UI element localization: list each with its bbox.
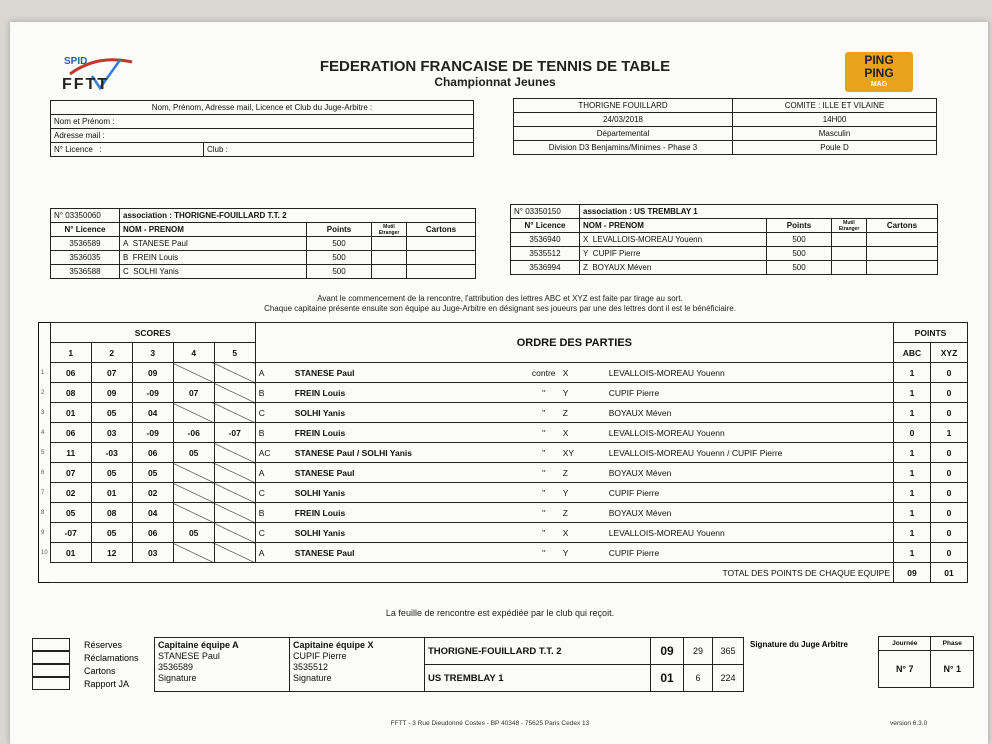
fftt-logo-text: FFTT <box>62 76 110 93</box>
total-xyz: 01 <box>931 563 968 583</box>
event-venue: THORIGNE FOUILLARD <box>514 99 733 113</box>
set-score: 02 <box>132 483 173 503</box>
set-score: 02 <box>50 483 91 503</box>
set-score: 04 <box>132 403 173 423</box>
result-a-n1: 29 <box>684 638 713 665</box>
match-points-xyz: 0 <box>931 443 968 463</box>
checkbox[interactable] <box>32 664 70 677</box>
set-score: -07 <box>50 523 91 543</box>
match-letter-x: Y <box>560 483 606 503</box>
team-x-player-row <box>511 233 938 247</box>
set-score: 05 <box>91 403 132 423</box>
team-a-box <box>50 208 476 279</box>
match-row <box>39 363 968 383</box>
match-player-x: BOYAUX Méven <box>606 463 894 483</box>
match-row <box>39 383 968 403</box>
scores-header: SCORES <box>50 323 255 343</box>
team-x-player-row <box>511 261 938 275</box>
order-header: ORDRE DES PARTIES <box>255 323 893 363</box>
set-score: -03 <box>91 443 132 463</box>
match-separator: " <box>528 543 560 563</box>
team-a-col-name: NOM - PRENOM <box>120 223 307 237</box>
captains-results <box>154 637 744 692</box>
match-player-x: BOYAUX Méven <box>606 503 894 523</box>
event-division: Division D3 Benjamins/Minimes - Phase 3 <box>514 141 733 155</box>
set-score: 06 <box>132 443 173 463</box>
draw-notice-line2: Chaque capitaine présente ensuite son équipe au Juge-Arbitre en désignant ses joueurs par une des lettres dont il est le bénéficiaire. <box>264 304 736 313</box>
match-player-x: LEVALLOIS-MOREAU Youenn <box>606 423 894 443</box>
match-number: 3 <box>41 409 45 416</box>
result-x-team: US TREMBLAY 1 <box>425 665 651 692</box>
match-points-xyz: 0 <box>931 383 968 403</box>
match-letter-x: Z <box>560 403 606 423</box>
match-number: 10 <box>41 549 48 556</box>
set-score: 03 <box>132 543 173 563</box>
match-number: 7 <box>41 489 45 496</box>
match-letter-a: B <box>255 383 292 403</box>
captain-a-name: STANESE Paul <box>158 651 220 661</box>
match-separator: " <box>528 423 560 443</box>
event-date: 24/03/2018 <box>514 113 733 127</box>
team-x-player-row <box>511 247 938 261</box>
match-letter-a: A <box>255 363 292 383</box>
result-a-team: THORIGNE-FOUILLARD T.T. 2 <box>425 638 651 665</box>
match-points-xyz: 0 <box>931 523 968 543</box>
set-score <box>173 543 214 563</box>
match-player-a: FREIN Louis <box>292 383 528 403</box>
team-x-col-cards: Cartons <box>867 219 938 233</box>
match-letter-x: XY <box>560 443 606 463</box>
team-a-col-points: Points <box>307 223 372 237</box>
match-row <box>39 483 968 503</box>
set-score: 06 <box>50 363 91 383</box>
match-player-x: BOYAUX Méven <box>606 403 894 423</box>
referee-header: Nom, Prénom, Adresse mail, Licence et Club du Juge-Arbitre : <box>51 101 474 115</box>
ping-logo-sub: MAG <box>870 81 888 88</box>
match-points-abc: 1 <box>894 363 931 383</box>
match-player-x: CUPIF Pierre <box>606 383 894 403</box>
set-score: 05 <box>91 523 132 543</box>
match-letter-a: B <box>255 423 292 443</box>
match-player-a: SOLHI Yanis <box>292 523 528 543</box>
journee-value: N° 7 <box>879 651 931 688</box>
match-letter-x: X <box>560 423 606 443</box>
match-points-abc: 1 <box>894 483 931 503</box>
set-score <box>173 363 214 383</box>
team-x-col-licence: N° Licence <box>511 219 580 233</box>
match-separator: " <box>528 503 560 523</box>
match-number: 4 <box>41 429 45 436</box>
team-a-col-mutation: Mutil Etranger <box>372 223 407 237</box>
referee-licence-label: N° Licence <box>54 145 93 154</box>
matches-table <box>38 322 968 583</box>
abc-col: ABC <box>894 343 931 363</box>
set-score: 05 <box>91 463 132 483</box>
player-points: 500 <box>767 261 832 275</box>
set-score: -09 <box>132 383 173 403</box>
match-points-xyz: 0 <box>931 503 968 523</box>
match-player-a: FREIN Louis <box>292 423 528 443</box>
match-letter-a: AC <box>255 443 292 463</box>
set-score: 01 <box>50 543 91 563</box>
captain-x-licence: 3535512 <box>293 662 329 672</box>
team-a-association: association : THORIGNE-FOUILLARD T.T. 2 <box>120 209 476 223</box>
set-col-2: 2 <box>91 343 132 363</box>
captain-a-label: Capitaine équipe A <box>158 640 239 650</box>
match-player-x: LEVALLOIS-MOREAU Youenn <box>606 523 894 543</box>
match-player-a: SOLHI Yanis <box>292 403 528 423</box>
match-separator: " <box>528 403 560 423</box>
player-name: BOYAUX Méven <box>592 263 652 272</box>
set-score <box>214 363 255 383</box>
set-col-5: 5 <box>214 343 255 363</box>
footer-version: version 6.3.0 <box>890 720 928 727</box>
match-row <box>39 523 968 543</box>
match-row <box>39 503 968 523</box>
team-a-col-cards: Cartons <box>407 223 476 237</box>
team-a-player-row <box>51 251 476 265</box>
event-poule: Poule D <box>733 141 937 155</box>
set-score: 06 <box>132 523 173 543</box>
match-points-abc: 0 <box>894 423 931 443</box>
team-x-col-points: Points <box>767 219 832 233</box>
match-points-abc: 1 <box>894 543 931 563</box>
set-score <box>214 483 255 503</box>
draw-notice-line1: Avant le commencement de la rencontre, l'attribution des lettres ABC et XYZ est faite par tirage au sort. <box>317 294 683 303</box>
points-header: POINTS <box>894 323 968 343</box>
set-score: 08 <box>50 383 91 403</box>
match-letter-a: C <box>255 483 292 503</box>
set-col-1: 1 <box>50 343 91 363</box>
event-gender: Masculin <box>733 127 937 141</box>
team-x-box <box>510 204 938 275</box>
referee-box <box>50 100 474 157</box>
player-name: CUPIF Pierre <box>592 249 641 258</box>
match-points-abc: 1 <box>894 523 931 543</box>
result-x-score: 01 <box>651 665 684 692</box>
checkbox[interactable] <box>32 638 70 651</box>
team-a-number: N° 03350060 <box>51 209 120 223</box>
referee-mail-label: Adresse mail : <box>51 129 474 143</box>
match-number: 2 <box>41 389 45 396</box>
checkbox[interactable] <box>32 677 70 690</box>
set-score: 05 <box>173 523 214 543</box>
set-score: 06 <box>50 423 91 443</box>
match-player-a: SOLHI Yanis <box>292 483 528 503</box>
match-separator: " <box>528 443 560 463</box>
match-row <box>39 543 968 563</box>
match-letter-x: X <box>560 523 606 543</box>
match-number: 8 <box>41 509 45 516</box>
set-score <box>214 523 255 543</box>
team-a-player-row <box>51 265 476 279</box>
event-level: Départemental <box>514 127 733 141</box>
match-row <box>39 463 968 483</box>
team-a-col-licence: N° Licence <box>51 223 120 237</box>
result-a-score: 09 <box>651 638 684 665</box>
match-separator: " <box>528 483 560 503</box>
player-name: SOLHI Yanis <box>133 267 179 276</box>
match-player-x: CUPIF Pierre <box>606 543 894 563</box>
match-player-x: CUPIF Pierre <box>606 483 894 503</box>
set-score: 05 <box>173 443 214 463</box>
total-abc: 09 <box>894 563 931 583</box>
match-separator: " <box>528 383 560 403</box>
check-label-reclamations: Réclamations <box>84 652 139 663</box>
referee-licence-colon: : <box>99 145 102 154</box>
set-score: 07 <box>50 463 91 483</box>
result-a-n2: 365 <box>713 638 744 665</box>
player-letter: X <box>583 235 589 244</box>
player-licence: 3536994 <box>511 261 580 275</box>
set-score: 12 <box>91 543 132 563</box>
match-letter-a: C <box>255 403 292 423</box>
result-x-n2: 224 <box>713 665 744 692</box>
match-player-a: STANESE Paul <box>292 543 528 563</box>
set-col-3: 3 <box>132 343 173 363</box>
captain-x-name: CUPIF Pierre <box>293 651 347 661</box>
result-x-n1: 6 <box>684 665 713 692</box>
match-separator: " <box>528 463 560 483</box>
match-row <box>39 423 968 443</box>
match-points-abc: 1 <box>894 503 931 523</box>
match-points-abc: 1 <box>894 463 931 483</box>
set-score: 03 <box>91 423 132 443</box>
set-score: 04 <box>132 503 173 523</box>
set-score <box>214 443 255 463</box>
team-x-col-mutation: Mutil Etranger <box>832 219 867 233</box>
match-points-xyz: 1 <box>931 423 968 443</box>
journee-phase-box <box>878 636 974 688</box>
player-points: 500 <box>307 251 372 265</box>
match-separator: contre <box>528 363 560 383</box>
match-points-xyz: 0 <box>931 403 968 423</box>
ref-signature-label: Signature du Juge Arbitre <box>750 640 848 649</box>
match-points-abc: 1 <box>894 403 931 423</box>
match-letter-a: A <box>255 463 292 483</box>
referee-club-label: Club : <box>204 143 474 157</box>
check-label-reserves: Réserves <box>84 639 123 650</box>
phase-label: Phase <box>931 637 974 651</box>
set-score <box>173 503 214 523</box>
event-time: 14H00 <box>733 113 937 127</box>
captain-a-licence: 3536589 <box>158 662 194 672</box>
match-separator: " <box>528 523 560 543</box>
set-score <box>173 403 214 423</box>
player-points: 500 <box>307 237 372 251</box>
set-score: 09 <box>132 363 173 383</box>
referee-name-label: Nom et Prénom : <box>51 115 474 129</box>
footer-checks <box>32 638 139 690</box>
match-player-a: FREIN Louis <box>292 503 528 523</box>
set-score: 07 <box>91 363 132 383</box>
match-points-xyz: 0 <box>931 363 968 383</box>
spid-logo-text: SPID <box>64 56 88 67</box>
ping-logo-line1: PING <box>864 53 894 67</box>
match-letter-x: Z <box>560 463 606 483</box>
match-row <box>39 403 968 423</box>
score-sheet <box>10 22 988 744</box>
player-name: LEVALLOIS-MOREAU Youenn <box>592 235 703 244</box>
match-number: 6 <box>41 469 45 476</box>
set-score: -07 <box>214 423 255 443</box>
captain-a-signature: Signature <box>158 673 197 683</box>
match-number: 1 <box>41 369 45 376</box>
set-score: -06 <box>173 423 214 443</box>
fftt-logo <box>62 52 142 94</box>
match-points-xyz: 0 <box>931 463 968 483</box>
set-score <box>214 403 255 423</box>
set-score: 09 <box>91 383 132 403</box>
sent-note: La feuille de rencontre est expédiée par le club qui reçoit. <box>385 608 615 618</box>
footer-address: FFTT - 3 Rue Dieudonné Costes - BP 40348 - 75625 Paris Cedex 13 <box>390 720 590 727</box>
set-score <box>214 383 255 403</box>
player-letter: A <box>123 239 129 248</box>
team-x-number: N° 03350150 <box>511 205 580 219</box>
phase-value: N° 1 <box>931 651 974 688</box>
set-score <box>214 463 255 483</box>
checkbox[interactable] <box>32 651 70 664</box>
match-letter-a: B <box>255 503 292 523</box>
set-score <box>173 463 214 483</box>
set-score <box>173 483 214 503</box>
page-subtitle: Championnat Jeunes <box>434 75 556 89</box>
total-label: TOTAL DES POINTS DE CHAQUE EQUIPE <box>50 563 893 583</box>
match-row <box>39 443 968 463</box>
set-score: 01 <box>91 483 132 503</box>
captain-x-signature: Signature <box>293 673 332 683</box>
match-letter-a: C <box>255 523 292 543</box>
check-label-cartons: Cartons <box>84 665 116 676</box>
player-licence: 3536589 <box>51 237 120 251</box>
team-x-col-name: NOM - PRENOM <box>580 219 767 233</box>
set-score <box>214 543 255 563</box>
event-comite: COMITE : ILLE ET VILAINE <box>733 99 937 113</box>
player-licence: 3536588 <box>51 265 120 279</box>
match-letter-a: A <box>255 543 292 563</box>
player-name: STANESE Paul <box>132 239 188 248</box>
match-points-abc: 1 <box>894 443 931 463</box>
player-letter: C <box>123 267 129 276</box>
player-name: FREIN Louis <box>132 253 179 262</box>
set-score: 01 <box>50 403 91 423</box>
ping-logo-line2: PING <box>864 66 894 80</box>
match-letter-x: Y <box>560 543 606 563</box>
player-letter: Y <box>583 249 589 258</box>
match-player-x: LEVALLOIS-MOREAU Youenn <box>606 363 894 383</box>
match-number: 5 <box>41 449 45 456</box>
captain-x-label: Capitaine équipe X <box>293 640 374 650</box>
team-a-player-row <box>51 237 476 251</box>
match-player-a: STANESE Paul <box>292 363 528 383</box>
player-points: 500 <box>767 247 832 261</box>
event-info-box <box>513 98 937 155</box>
set-score: 05 <box>50 503 91 523</box>
set-score: 11 <box>50 443 91 463</box>
set-col-4: 4 <box>173 343 214 363</box>
match-letter-x: X <box>560 363 606 383</box>
player-points: 500 <box>307 265 372 279</box>
player-letter: Z <box>583 263 588 272</box>
page-title: FEDERATION FRANCAISE DE TENNIS DE TABLE <box>319 58 671 75</box>
match-letter-x: Z <box>560 503 606 523</box>
journee-label: Journée <box>879 637 931 651</box>
set-score: 08 <box>91 503 132 523</box>
player-licence: 3535512 <box>511 247 580 261</box>
match-letter-x: Y <box>560 383 606 403</box>
match-points-abc: 1 <box>894 383 931 403</box>
player-licence: 3536940 <box>511 233 580 247</box>
check-label-rapport: Rapport JA <box>84 678 130 689</box>
team-x-association: association : US TREMBLAY 1 <box>580 205 938 219</box>
match-points-xyz: 0 <box>931 543 968 563</box>
player-points: 500 <box>767 233 832 247</box>
xyz-col: XYZ <box>931 343 968 363</box>
set-score <box>214 503 255 523</box>
player-letter: B <box>123 253 129 262</box>
match-points-xyz: 0 <box>931 483 968 503</box>
match-number: 9 <box>41 529 45 536</box>
set-score: 05 <box>132 463 173 483</box>
ping-pong-logo <box>845 52 913 92</box>
match-player-x: LEVALLOIS-MOREAU Youenn / CUPIF Pierre <box>606 443 894 463</box>
match-player-a: STANESE Paul <box>292 463 528 483</box>
set-score: -09 <box>132 423 173 443</box>
player-licence: 3536035 <box>51 251 120 265</box>
set-score: 07 <box>173 383 214 403</box>
match-player-a: STANESE Paul / SOLHI Yanis <box>292 443 528 463</box>
